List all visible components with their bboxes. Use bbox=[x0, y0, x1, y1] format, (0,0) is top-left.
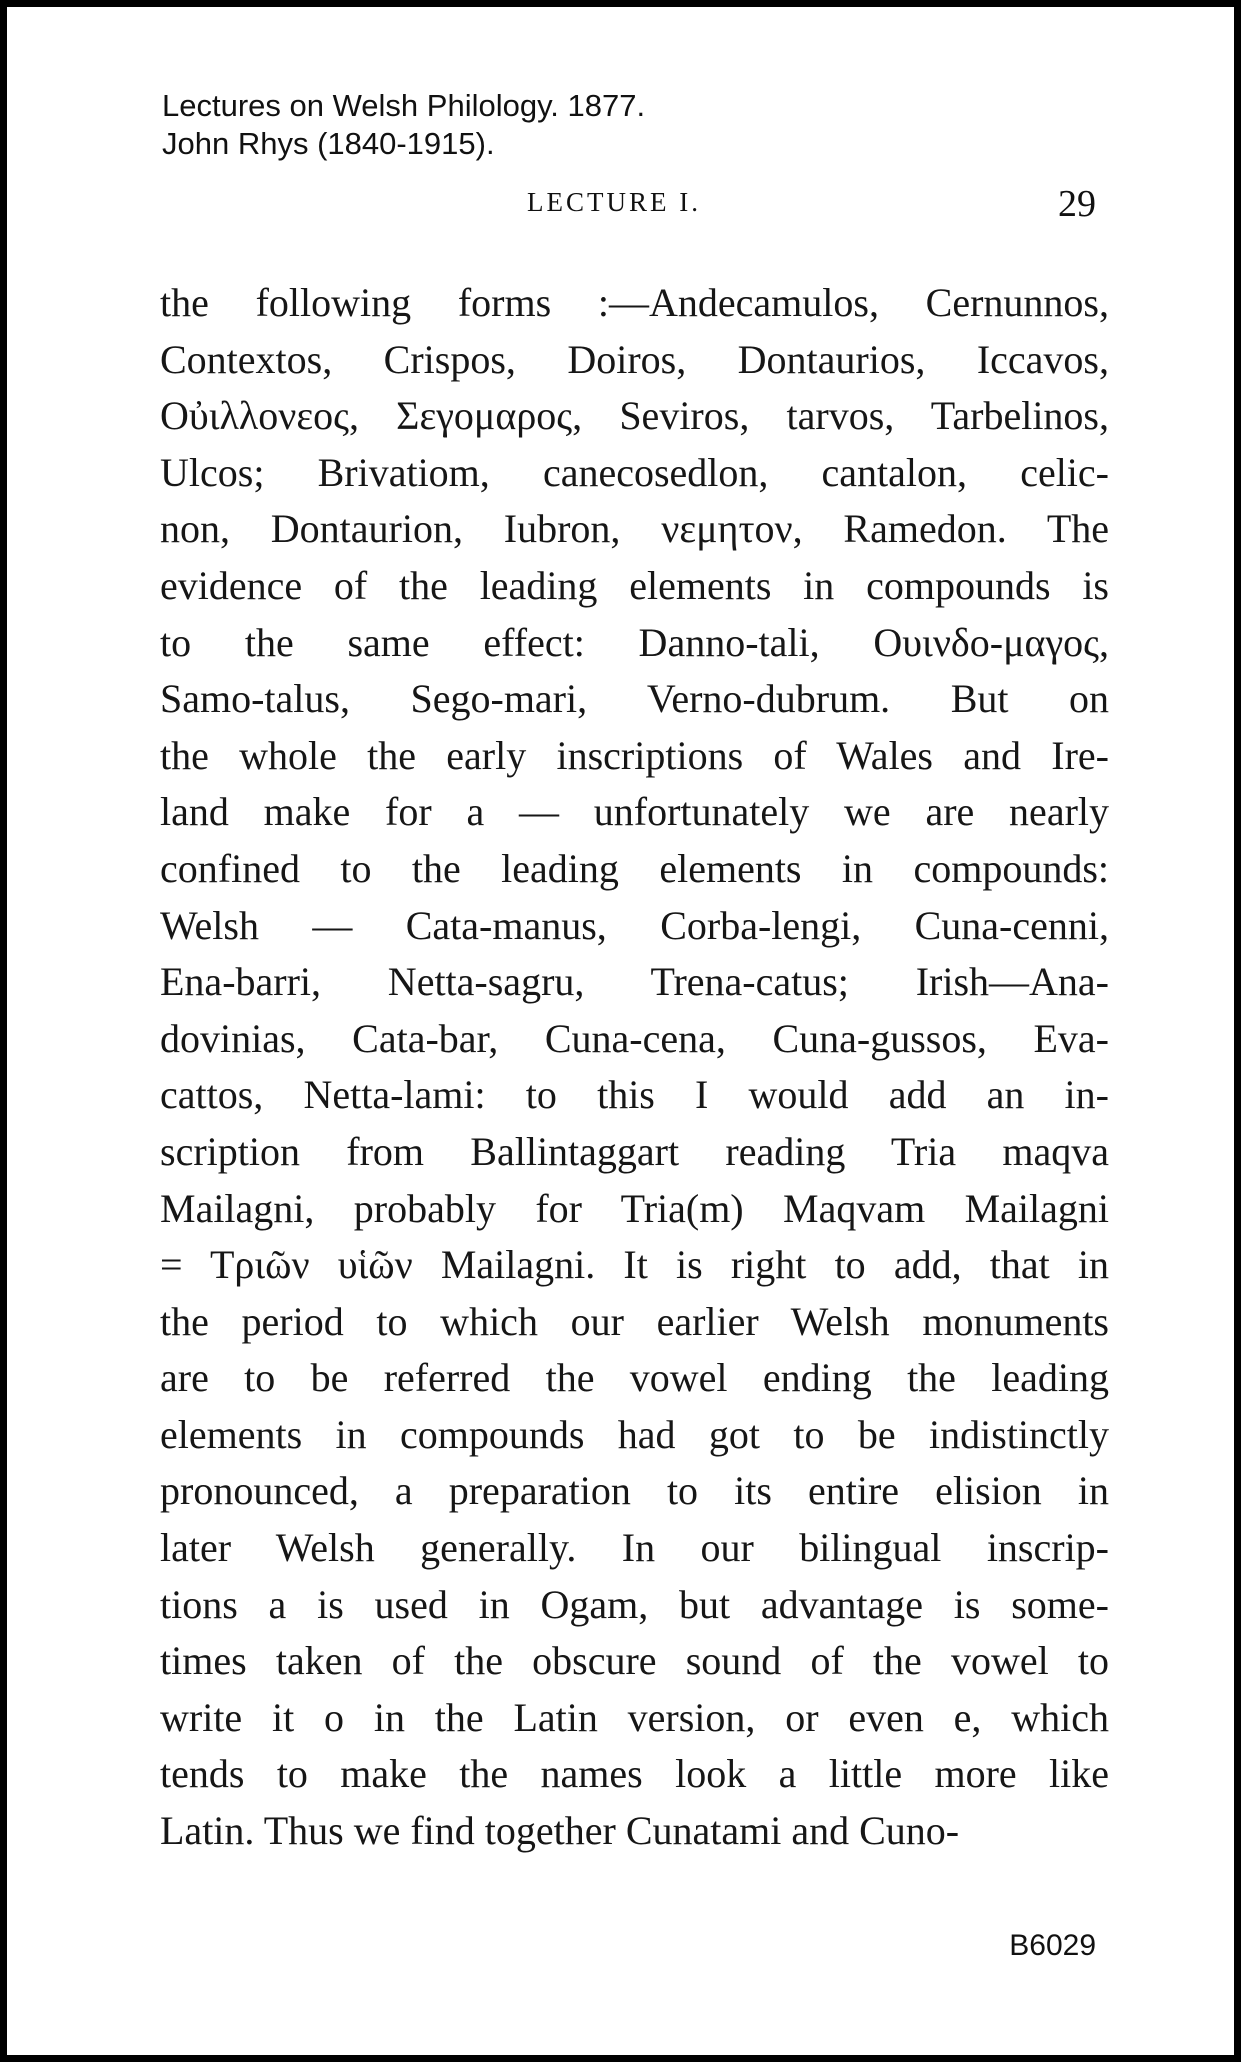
body-line-12: Welsh — Cata-manus, Corba-lengi, Cuna-cenni, bbox=[160, 902, 1109, 948]
body-line-18: = Τριῶν υἱῶν Mailagni. It is right to add, that in bbox=[160, 1242, 1109, 1288]
source-title: Lectures on Welsh Philology. 1877. bbox=[162, 88, 646, 123]
body-line-15: cattos, Netta-lami: to this I would add an in- bbox=[160, 1072, 1109, 1118]
body-line-8: Samo-talus, Sego-mari, Verno-dubrum. But on bbox=[160, 676, 1109, 722]
body-line-2: Contextos, Crispos, Doiros, Dontaurios, Iccavos, bbox=[160, 336, 1109, 382]
body-line-28: Latin. Thus we find together Cunatami and Cuno- bbox=[160, 1808, 960, 1854]
body-line-27: tends to make the names look a little more like bbox=[160, 1751, 1109, 1797]
body-line-26: write it o in the Latin version, or even e, which bbox=[160, 1694, 1109, 1740]
body-line-17: Mailagni, probably for Tria(m) Maqvam Mailagni bbox=[160, 1185, 1109, 1231]
body-line-4: Ulcos; Brivatiom, canecosedlon, cantalon, celic- bbox=[160, 449, 1109, 495]
body-line-23: later Welsh generally. In our bilingual inscrip- bbox=[160, 1525, 1109, 1571]
body-line-21: elements in compounds had got to be indistinctly bbox=[160, 1411, 1109, 1457]
body-line-16: scription from Ballintaggart reading Tria maqva bbox=[160, 1128, 1109, 1174]
running-head: LECTURE I. bbox=[527, 187, 701, 217]
body-line-24: tions a is used in Ogam, but advantage is some- bbox=[160, 1581, 1109, 1627]
body-line-5: non, Dontaurion, Iubron, νεμητον, Ramedon. The bbox=[160, 506, 1109, 552]
body-line-7: to the same effect: Danno-tali, Ουινδο-μαγος, bbox=[160, 619, 1109, 665]
body-line-13: Ena-barri, Netta-sagru, Trena-catus; Irish—Ana- bbox=[160, 959, 1109, 1005]
page-number: 29 bbox=[1058, 183, 1096, 225]
source-note bbox=[162, 87, 645, 163]
catalog-id: B6029 bbox=[1009, 1929, 1096, 1962]
body-line-22: pronounced, a preparation to its entire elision in bbox=[160, 1468, 1109, 1514]
body-line-20: are to be referred the vowel ending the leading bbox=[160, 1355, 1109, 1401]
body-line-11: confined to the leading elements in compounds: bbox=[160, 845, 1109, 891]
body-line-1: the following forms :—Andecamulos, Cernunnos, bbox=[160, 280, 1109, 325]
body-line-25: times taken of the obscure sound of the vowel to bbox=[160, 1638, 1109, 1684]
body-line-9: the whole the early inscriptions of Wales and Ire- bbox=[160, 732, 1109, 778]
body-line-14: dovinias, Cata-bar, Cuna-cena, Cuna-gussos, Eva- bbox=[160, 1015, 1109, 1061]
body-text bbox=[160, 275, 1109, 1860]
source-author: John Rhys (1840-1915). bbox=[162, 126, 495, 161]
body-line-19: the period to which our earlier Welsh monuments bbox=[160, 1298, 1109, 1344]
body-line-6: evidence of the leading elements in compounds is bbox=[160, 562, 1109, 608]
body-line-3: Οὐιλλονεος, Σεγομαρος, Seviros, tarvos, Tarbelinos, bbox=[160, 393, 1109, 439]
body-line-10: land make for a — unfortunately we are nearly bbox=[160, 789, 1109, 835]
